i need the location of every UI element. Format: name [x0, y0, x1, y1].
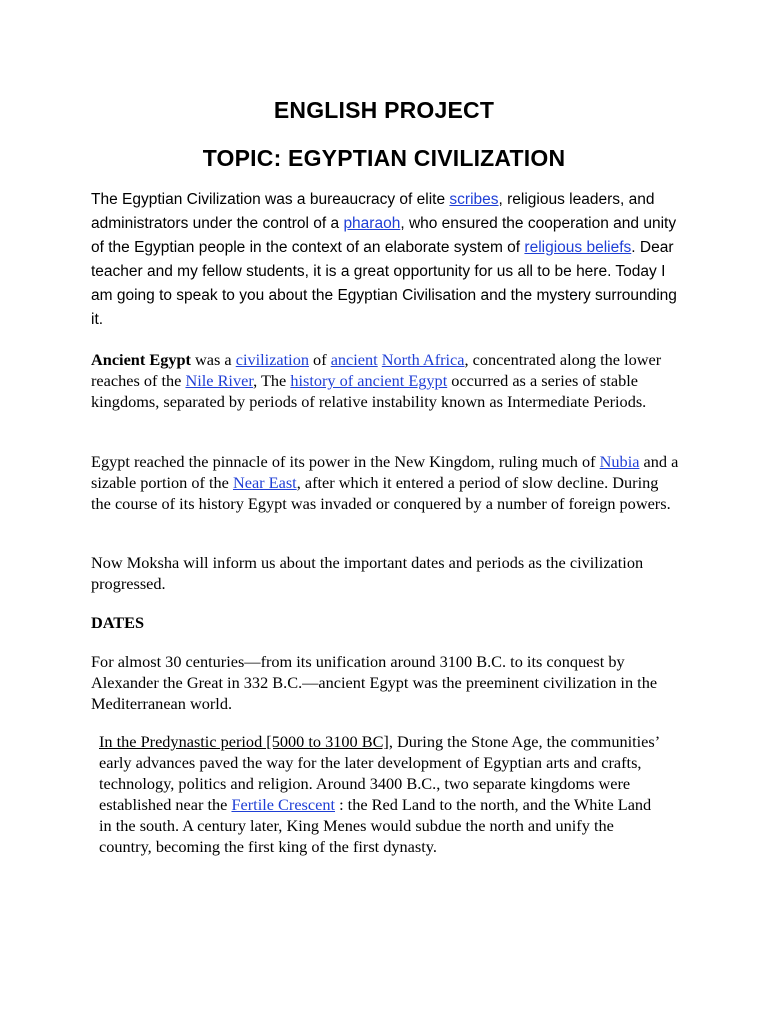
text-span: : the Red Land to the north, and the White Land in the south. A century later, King Menes would subdue the north and unify the country, becoming the first king of the first dynasty.: [99, 795, 652, 856]
predynastic-paragraph: [99, 731, 661, 857]
link-ancient[interactable]: ancient: [330, 350, 378, 369]
link-history-ancient-egypt[interactable]: history of ancient Egypt: [290, 371, 448, 390]
link-nile-river[interactable]: Nile River: [185, 371, 254, 390]
bold-term: Ancient Egypt: [91, 350, 191, 369]
text-span: , who ensured the cooperation and unity of the Egyptian people in the context of an elaborate system of: [91, 215, 677, 256]
text-span: , concentrated along the lower reaches of the: [91, 350, 662, 390]
text-span: Egypt reached the pinnacle of its power in the New Kingdom, ruling much of: [91, 452, 600, 471]
text-span: , religious leaders, and administrators under the control of a: [91, 191, 655, 232]
text-span: , after which it entered a period of slow decline. During the course of its history Egypt was invaded or conquered by a number of foreign powers.: [91, 473, 671, 513]
text-span: was a: [190, 350, 236, 369]
link-fertile-crescent[interactable]: Fertile Crescent: [231, 795, 335, 814]
link-civilization[interactable]: civilization: [235, 350, 309, 369]
new-kingdom-paragraph: [91, 451, 681, 514]
moksha-paragraph: Now Moksha will inform us about the important dates and periods as the civilization progressed.: [91, 553, 644, 593]
document-title: ENGLISH PROJECT: [273, 97, 495, 123]
link-religious-beliefs[interactable]: religious beliefs: [524, 239, 632, 256]
ancient-egypt-paragraph: [91, 349, 681, 412]
link-nubia[interactable]: Nubia: [599, 452, 640, 471]
dates-paragraph: For almost 30 centuries—from its unification around 3100 B.C. to its conquest by Alexander the Great in 332 B.C.—ancient Egypt was the preeminent civilization in the Mediterranean world.: [91, 652, 658, 713]
text-span: and a sizable portion of the: [91, 452, 679, 492]
link-near-east[interactable]: Near East: [232, 473, 297, 492]
link-pharaoh[interactable]: pharaoh: [343, 215, 401, 232]
link-north-africa[interactable]: North Africa: [381, 350, 465, 369]
text-span: of: [308, 350, 331, 369]
text-span: The Egyptian Civilization was a bureaucracy of elite: [91, 191, 450, 208]
link-scribes[interactable]: scribes: [449, 191, 499, 208]
text-span: , The: [253, 371, 291, 390]
underlined-period-heading: In the Predynastic period [5000 to 3100 BC],: [99, 732, 393, 751]
text-span: During the Stone Age, the communities’ early advances paved the way for the later development of Egyptian arts and crafts, technology, politics and religion. Around 3400 B.C., two separate kingdoms were established near the: [99, 732, 659, 814]
dates-heading: DATES: [91, 613, 145, 632]
text-span: . Dear teacher and my fellow students, it is a great opportunity for us all to be here. Today I am going to speak to you about the Egyptian Civilisation and the mystery surrounding it.: [91, 239, 677, 328]
text-span: occurred as a series of stable kingdoms, separated by periods of relative instability known as Intermediate Periods.: [91, 371, 647, 411]
intro-paragraph: [91, 188, 681, 332]
document-topic: TOPIC: EGYPTIAN CIVILIZATION: [202, 145, 566, 171]
